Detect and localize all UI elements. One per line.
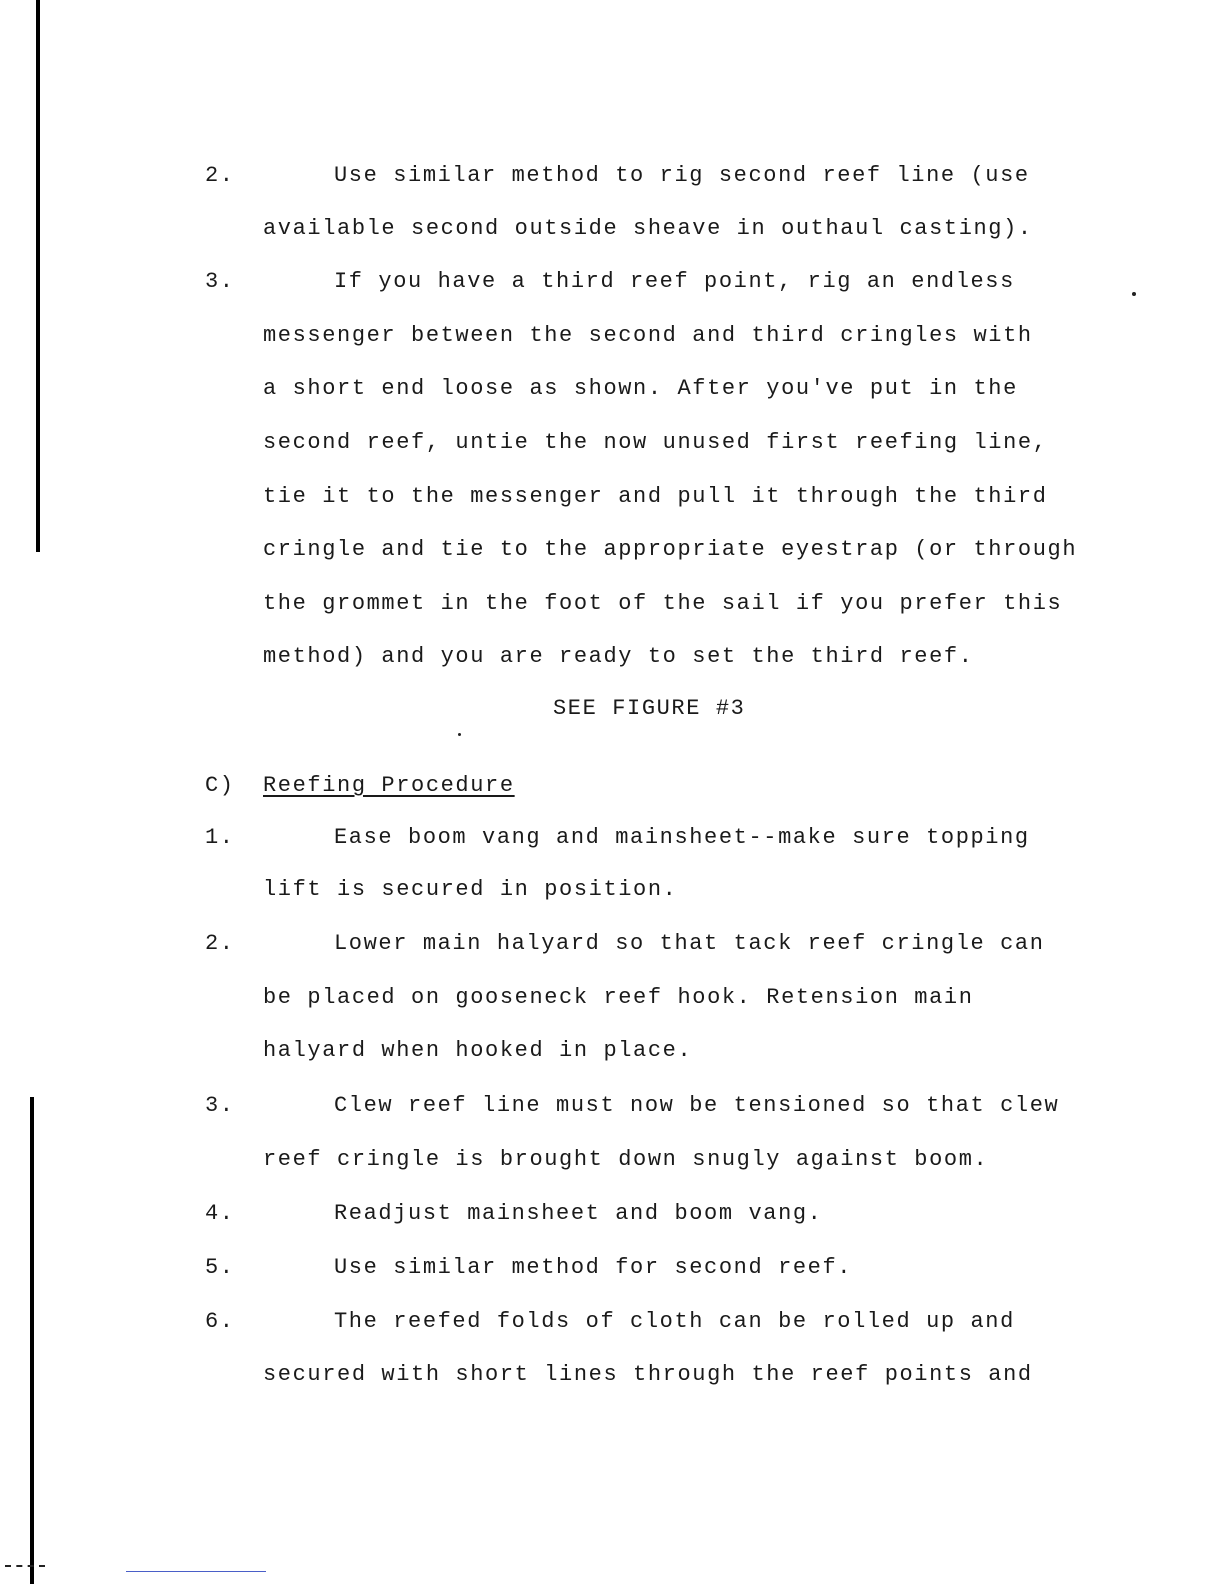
paragraph-line: reef cringle is brought down snugly against boom. xyxy=(263,1147,989,1172)
paragraph-line: secured with short lines through the reef points and xyxy=(263,1362,1033,1387)
paragraph-line: the grommet in the foot of the sail if you prefer this xyxy=(263,591,1063,616)
paragraph-line: Use similar method to rig second reef line (use xyxy=(334,163,1030,188)
footer-rule xyxy=(126,1571,266,1572)
paragraph-line: Readjust mainsheet and boom vang. xyxy=(334,1201,823,1226)
item-number: 1. xyxy=(205,825,235,850)
section-label: C) xyxy=(205,773,235,798)
paragraph-line: Ease boom vang and mainsheet--make sure topping xyxy=(334,825,1030,850)
paragraph-line: The reefed folds of cloth can be rolled up and xyxy=(334,1309,1015,1334)
paragraph-line: available second outside sheave in outhaul casting). xyxy=(263,216,1033,241)
paragraph-line: Lower main halyard so that tack reef cringle can xyxy=(334,931,1045,956)
paragraph-line: method) and you are ready to set the third reef. xyxy=(263,644,974,669)
item-number: 3. xyxy=(205,1093,235,1118)
scan-speck xyxy=(458,733,461,736)
paragraph-line: second reef, untie the now unused first reefing line, xyxy=(263,430,1048,455)
paragraph-line: Use similar method for second reef. xyxy=(334,1255,853,1280)
paragraph-line: halyard when hooked in place. xyxy=(263,1038,693,1063)
item-number: 5. xyxy=(205,1255,235,1280)
section-heading: Reefing Procedure xyxy=(263,773,515,798)
paragraph-line: If you have a third reef point, rig an endless xyxy=(334,269,1015,294)
item-number: 6. xyxy=(205,1309,235,1334)
item-number: 2. xyxy=(205,931,235,956)
paragraph-line: a short end loose as shown. After you've put in the xyxy=(263,376,1018,401)
paragraph-line: Clew reef line must now be tensioned so that clew xyxy=(334,1093,1060,1118)
paragraph-line: cringle and tie to the appropriate eyestrap (or through xyxy=(263,537,1078,562)
paragraph-line: messenger between the second and third cringles with xyxy=(263,323,1033,348)
item-number: 3. xyxy=(205,269,235,294)
margin-bar-top xyxy=(36,0,40,552)
paragraph-line: be placed on gooseneck reef hook. Retension main xyxy=(263,985,974,1010)
item-number: 2. xyxy=(205,163,235,188)
scan-speck xyxy=(1132,292,1136,296)
scan-tick-mark xyxy=(5,1565,45,1568)
figure-reference: SEE FIGURE #3 xyxy=(553,696,746,721)
margin-bar-bottom xyxy=(30,1097,34,1584)
item-number: 4. xyxy=(205,1201,235,1226)
paragraph-line: lift is secured in position. xyxy=(263,877,678,902)
paragraph-line: tie it to the messenger and pull it through the third xyxy=(263,484,1048,509)
